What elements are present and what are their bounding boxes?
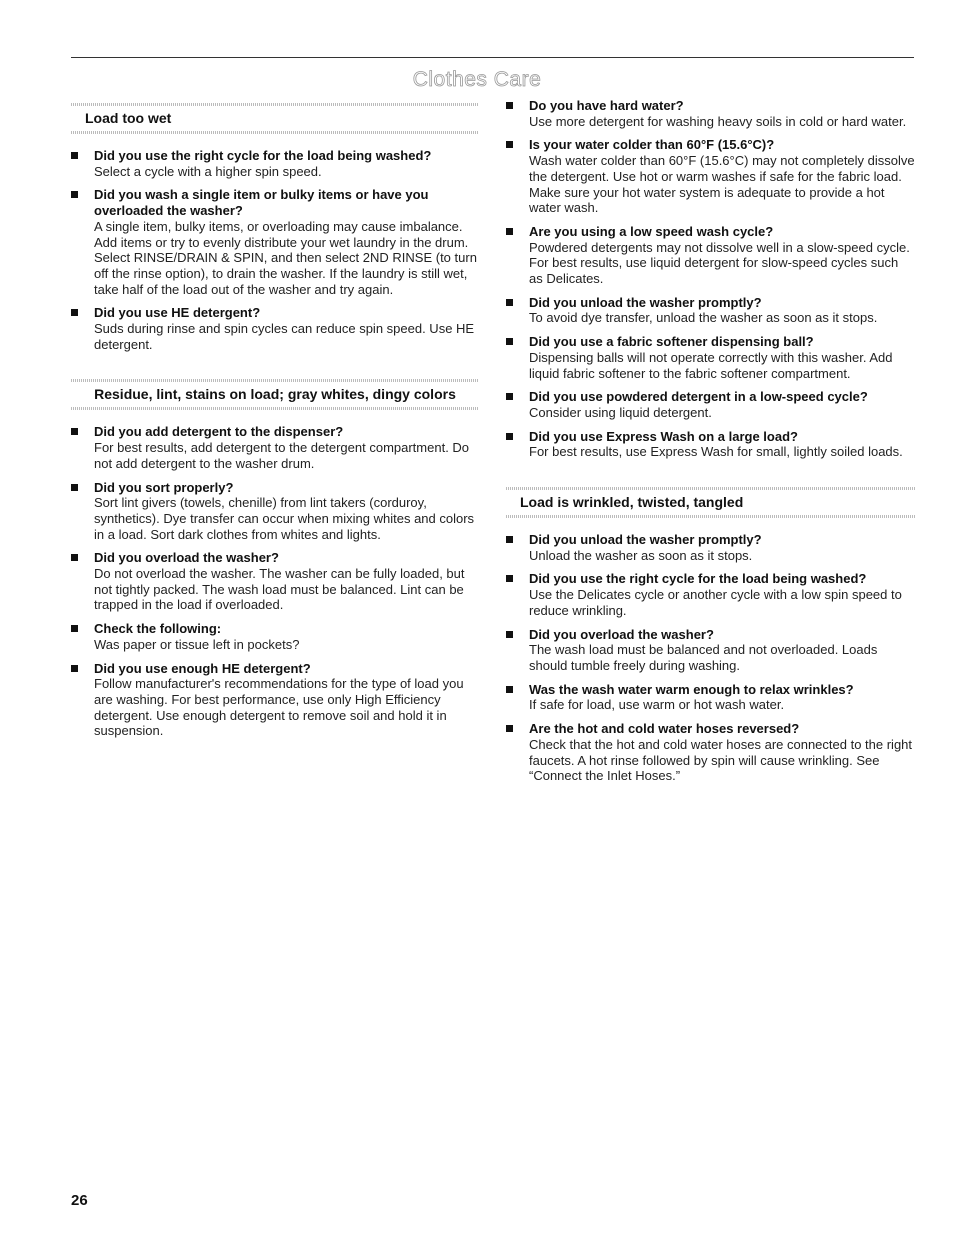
- square-bullet-icon: [506, 433, 513, 440]
- question: Was the wash water warm enough to relax wrinkles?: [529, 681, 854, 697]
- section-title: Load too wet: [85, 110, 172, 126]
- question: Check the following:: [94, 621, 222, 637]
- list-item: [506, 682, 915, 713]
- answer: Follow manufacturer's recommendations for the type of load you are washing. For best performance, use only High Efficiency detergent. Use enough detergent to remove soil and hold it in suspension.: [94, 676, 464, 739]
- list-item: [71, 480, 479, 543]
- square-bullet-icon: [71, 309, 78, 316]
- question: Did you use powdered detergent in a low-speed cycle?: [529, 389, 868, 405]
- square-bullet-icon: [71, 625, 78, 632]
- list-item: [71, 424, 479, 471]
- list-item: [506, 98, 915, 129]
- square-bullet-icon: [71, 554, 78, 561]
- list-item: [71, 661, 479, 740]
- question: Did you overload the washer?: [529, 626, 714, 642]
- answer: If safe for load, use warm or hot wash water.: [529, 697, 785, 713]
- heading-rule: [506, 515, 915, 518]
- answer: A single item, bulky items, or overloading may cause imbalance. Add items or try to evenly distribute your wet laundry in the drum. Select RINSE/DRAIN & SPIN, and then select 2ND RINSE (to turn off the rinse option), to drain the washer. If the laundry is still wet, take half of the load out of the washer and try again.: [94, 218, 477, 297]
- question: Did you add detergent to the dispenser?: [94, 424, 344, 440]
- list-item: [506, 571, 915, 618]
- question: Did you use Express Wash on a large load?: [529, 428, 798, 444]
- list-item: [71, 305, 479, 352]
- list-item: [506, 334, 915, 381]
- answer: Dispensing balls will not operate correctly with this washer. Add liquid fabric softener to the fabric softener compartment.: [529, 349, 893, 381]
- question: Did you use a fabric softener dispensing ball?: [529, 334, 814, 350]
- question: Are the hot and cold water hoses reversed?: [529, 721, 800, 737]
- section-title: Load is wrinkled, twisted, tangled: [520, 494, 744, 511]
- list-item: [71, 550, 479, 613]
- heading-rule: [71, 131, 479, 134]
- section-heading-residue: [71, 374, 479, 410]
- square-bullet-icon: [506, 299, 513, 306]
- answer: To avoid dye transfer, unload the washer as soon as it stops.: [529, 310, 878, 326]
- section-heading-wrinkled: [506, 482, 915, 518]
- square-bullet-icon: [506, 141, 513, 148]
- answer: For best results, add detergent to the detergent compartment. Do not add detergent to the washer drum.: [94, 440, 470, 471]
- answer: For best results, use Express Wash for small, lightly soiled loads.: [529, 444, 903, 460]
- section-title: Residue, lint, stains on load; gray whites, dingy colors: [94, 386, 456, 403]
- question: Is your water colder than 60°F (15.6°C)?: [529, 137, 775, 153]
- square-bullet-icon: [506, 575, 513, 582]
- question: Did you use enough HE detergent?: [94, 660, 311, 676]
- square-bullet-icon: [71, 665, 78, 672]
- answer: Use more detergent for washing heavy soils in cold or hard water.: [529, 113, 907, 129]
- square-bullet-icon: [506, 102, 513, 109]
- list-item: [71, 187, 479, 297]
- answer: Unload the washer as soon as it stops.: [529, 547, 753, 563]
- answer: Consider using liquid detergent.: [529, 404, 712, 420]
- square-bullet-icon: [506, 725, 513, 732]
- list-item: [506, 721, 915, 784]
- question: Did you sort properly?: [94, 479, 234, 495]
- question: Did you unload the washer promptly?: [529, 532, 762, 548]
- square-bullet-icon: [71, 191, 78, 198]
- question: Did you use the right cycle for the load being washed?: [529, 571, 867, 587]
- answer: Powdered detergents may not dissolve well in a slow-speed cycle. For best results, use liquid detergent for slow-speed cycles such as Delicates.: [529, 239, 910, 287]
- answer: Was paper or tissue left in pockets?: [94, 636, 300, 652]
- list-item: [506, 627, 915, 674]
- answer: The wash load must be balanced and not overloaded. Loads should tumble freely during washing.: [529, 642, 878, 673]
- answer: Check that the hot and cold water hoses are connected to the right faucets. A hot rinse followed by spin will cause wrinkling. See “Connect the Inlet Hoses.”: [529, 736, 913, 784]
- square-bullet-icon: [506, 686, 513, 693]
- right-column: [506, 98, 915, 792]
- heading-rule: [71, 103, 479, 106]
- left-column: [71, 98, 479, 747]
- question: Do you have hard water?: [529, 98, 684, 113]
- answer: Select a cycle with a higher spin speed.: [94, 163, 322, 179]
- heading-rule: [71, 407, 479, 410]
- square-bullet-icon: [71, 428, 78, 435]
- question: Are you using a low speed wash cycle?: [529, 223, 774, 239]
- section-heading-load-too-wet: [71, 98, 479, 134]
- question: Did you use HE detergent?: [94, 305, 261, 321]
- square-bullet-icon: [506, 338, 513, 345]
- answer: Wash water colder than 60°F (15.6°C) may not completely dissolve the detergent. Use hot or warm washes if safe for the fabric load. Make sure your hot water system is adequate to provide a hot water wash.: [529, 153, 915, 216]
- question: Did you unload the washer promptly?: [529, 294, 762, 310]
- answer: Sort lint givers (towels, chenille) from lint takers (corduroy, synthetics). Dye transfer can occur when mixing whites and colors in a load. Sort dark clothes from whites and lights.: [94, 495, 475, 542]
- answer: Suds during rinse and spin cycles can reduce spin speed. Use HE detergent.: [94, 321, 475, 352]
- list-item: [506, 224, 915, 287]
- answer: Use the Delicates cycle or another cycle with a low spin speed to reduce wrinkling.: [529, 587, 902, 618]
- heading-rule: [71, 379, 479, 382]
- square-bullet-icon: [506, 228, 513, 235]
- list-item: [71, 148, 479, 179]
- question: Did you wash a single item or bulky items or have you overloaded the washer?: [94, 187, 429, 219]
- list-item: [506, 137, 915, 216]
- question: Did you overload the washer?: [94, 550, 279, 566]
- square-bullet-icon: [506, 631, 513, 638]
- heading-rule: [506, 487, 915, 490]
- list-item: [506, 295, 915, 326]
- answer: Do not overload the washer. The washer can be fully loaded, but not tightly packed. The wash load must be balanced. Lint can be trapped in the load if overloaded.: [94, 566, 465, 613]
- square-bullet-icon: [506, 536, 513, 543]
- page-number: 26: [71, 1192, 88, 1209]
- list-item: [506, 429, 915, 460]
- question: Did you use the right cycle for the load being washed?: [94, 148, 432, 163]
- list-item: [506, 532, 915, 563]
- top-rule: [71, 57, 914, 58]
- list-item: [71, 621, 479, 652]
- square-bullet-icon: [506, 393, 513, 400]
- square-bullet-icon: [71, 152, 78, 159]
- page-header-title: Clothes Care: [412, 68, 542, 91]
- square-bullet-icon: [71, 484, 78, 491]
- list-item: [506, 389, 915, 420]
